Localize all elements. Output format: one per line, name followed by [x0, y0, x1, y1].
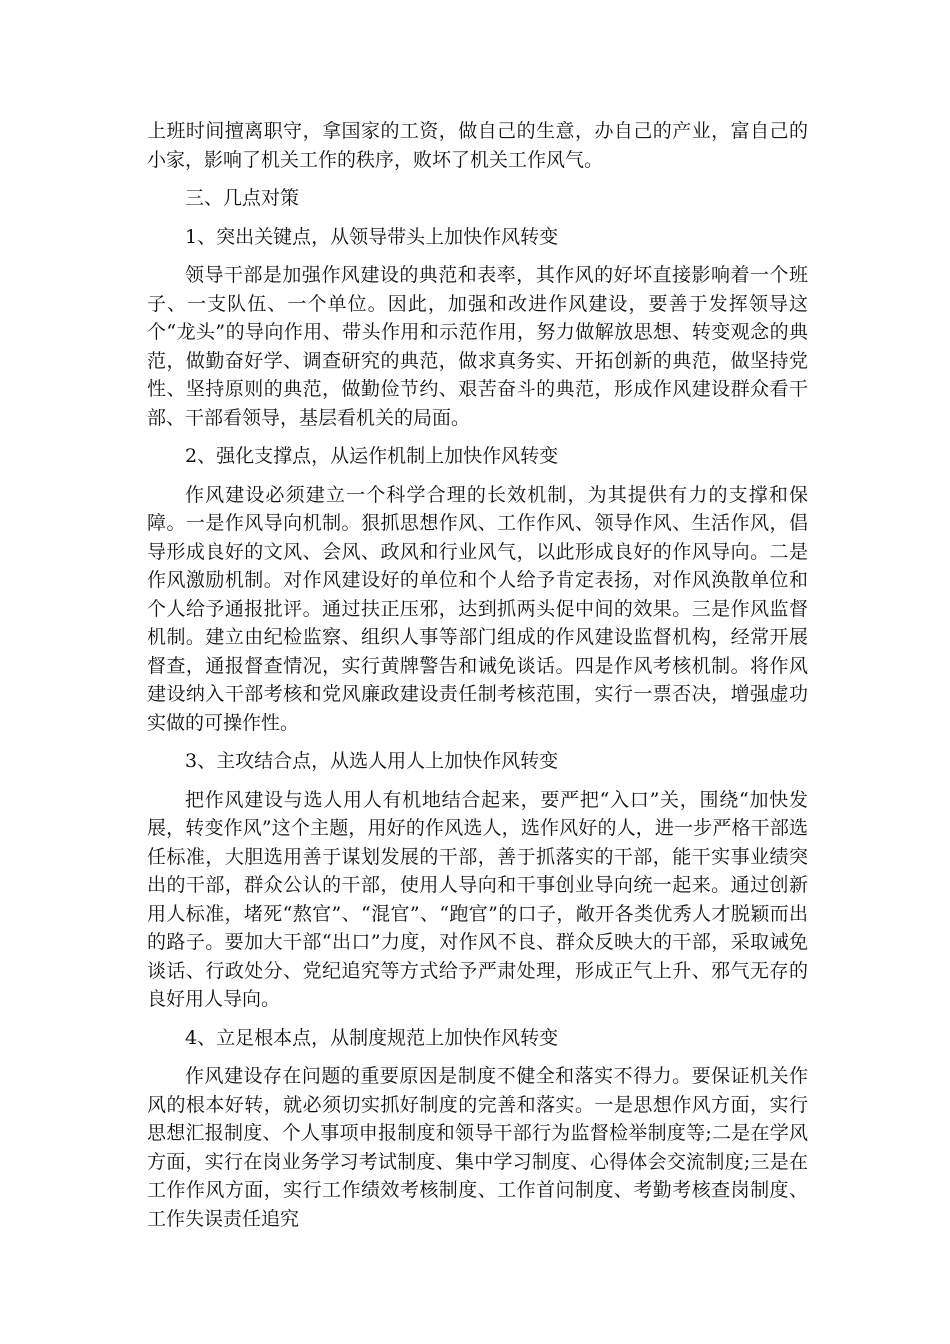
subsection-heading: 2、强化支撑点，从运作机制上加快作风转变: [185, 445, 559, 467]
paragraph: 领导干部是加强作风建设的典范和表率，其作风的好坏直接影响着一个班子、一支队伍、一个单位。因此，加强和改进作风建设，要善于发挥领导这个“龙头”的导向作用、带头作用和示范作用，努力做解放思想、转变观念的典范，做勤奋好学、调查研究的典范，做求真务实、开拓创新的典范，做坚持党性、坚持原则的典范，做勤俭节约、艰苦奋斗的典范，形成作风建设群众看干部、干部看领导，基层看机关的局面。: [147, 264, 808, 429]
subsection-heading: 1、突出关键点，从领导带头上加快作风转变: [185, 225, 559, 248]
subsection-heading: 3、主攻结合点，从选人用人上加快作风转变: [185, 750, 559, 772]
paragraph: 把作风建设与选人用人有机地结合起来，要严把“入口”关，围绕“加快发展，转变作风”这个主题，用好的作风选人，选作风好的人，进一步严格干部选任标准，大胆选用善于谋划发展的干部，善于抓落实的干部，能干实事业绩突出的干部，群众公认的干部，使用人导向和干事创业导向统一起来。通过创新用人标准，堵死“熬官”、“混官”、“跑官”的口子，敞开各类优秀人才脱颖而出的路子。要加大干部“出口”力度，对作风不良、群众反映大的干部，采取诫免谈话、行政处分、党纪追究等方式给予严肃处理，形成正气上升、邪气无存的良好用人导向。: [147, 788, 808, 1010]
paragraph: 作风建设存在问题的重要原因是制度不健全和落实不得力。要保证机关作风的根本好转，就必须切实抓好制度的完善和落实。一是思想作风方面，实行思想汇报制度、个人事项申报制度和领导干部行为监督检举制度等;二是在学风方面，实行在岗业务学习考试制度、集中学习制度、心得体会交流制度;三是在工作作风方面，实行工作绩效考核制度、工作首问制度、考勤考核查岗制度、工作失误责任追究: [147, 1065, 808, 1230]
paragraph: 上班时间擅离职守，拿国家的工资，做自己的生意，办自己的产业，富自己的小家，影响了机关工作的秩序，败坏了机关工作风气。: [147, 120, 808, 171]
paragraph: 作风建设必须建立一个科学合理的长效机制，为其提供有力的支撑和保障。一是作风导向机制。狠抓思想作风、工作作风、领导作风、生活作风，倡导形成良好的文风、会风、政风和行业风气，以此形成良好的作风导向。二是作风激励机制。对作风建设好的单位和个人给予肯定表扬，对作风涣散单位和个人给予通报批评。通过扶正压邪，达到抓两头促中间的效果。三是作风监督机制。建立由纪检监察、组织人事等部门组成的作风建设监督机构，经常开展督查，通报督查情况，实行黄牌警告和诫免谈话。四是作风考核机制。将作风建设纳入干部考核和党风廉政建设责任制考核范围，实行一票否决，增强虚功实做的可操作性。: [147, 483, 808, 734]
subsection-heading: 4、立足根本点，从制度规范上加快作风转变: [185, 1026, 559, 1049]
document-page: [147, 117, 808, 1243]
section-heading: 三、几点对策: [185, 187, 300, 209]
